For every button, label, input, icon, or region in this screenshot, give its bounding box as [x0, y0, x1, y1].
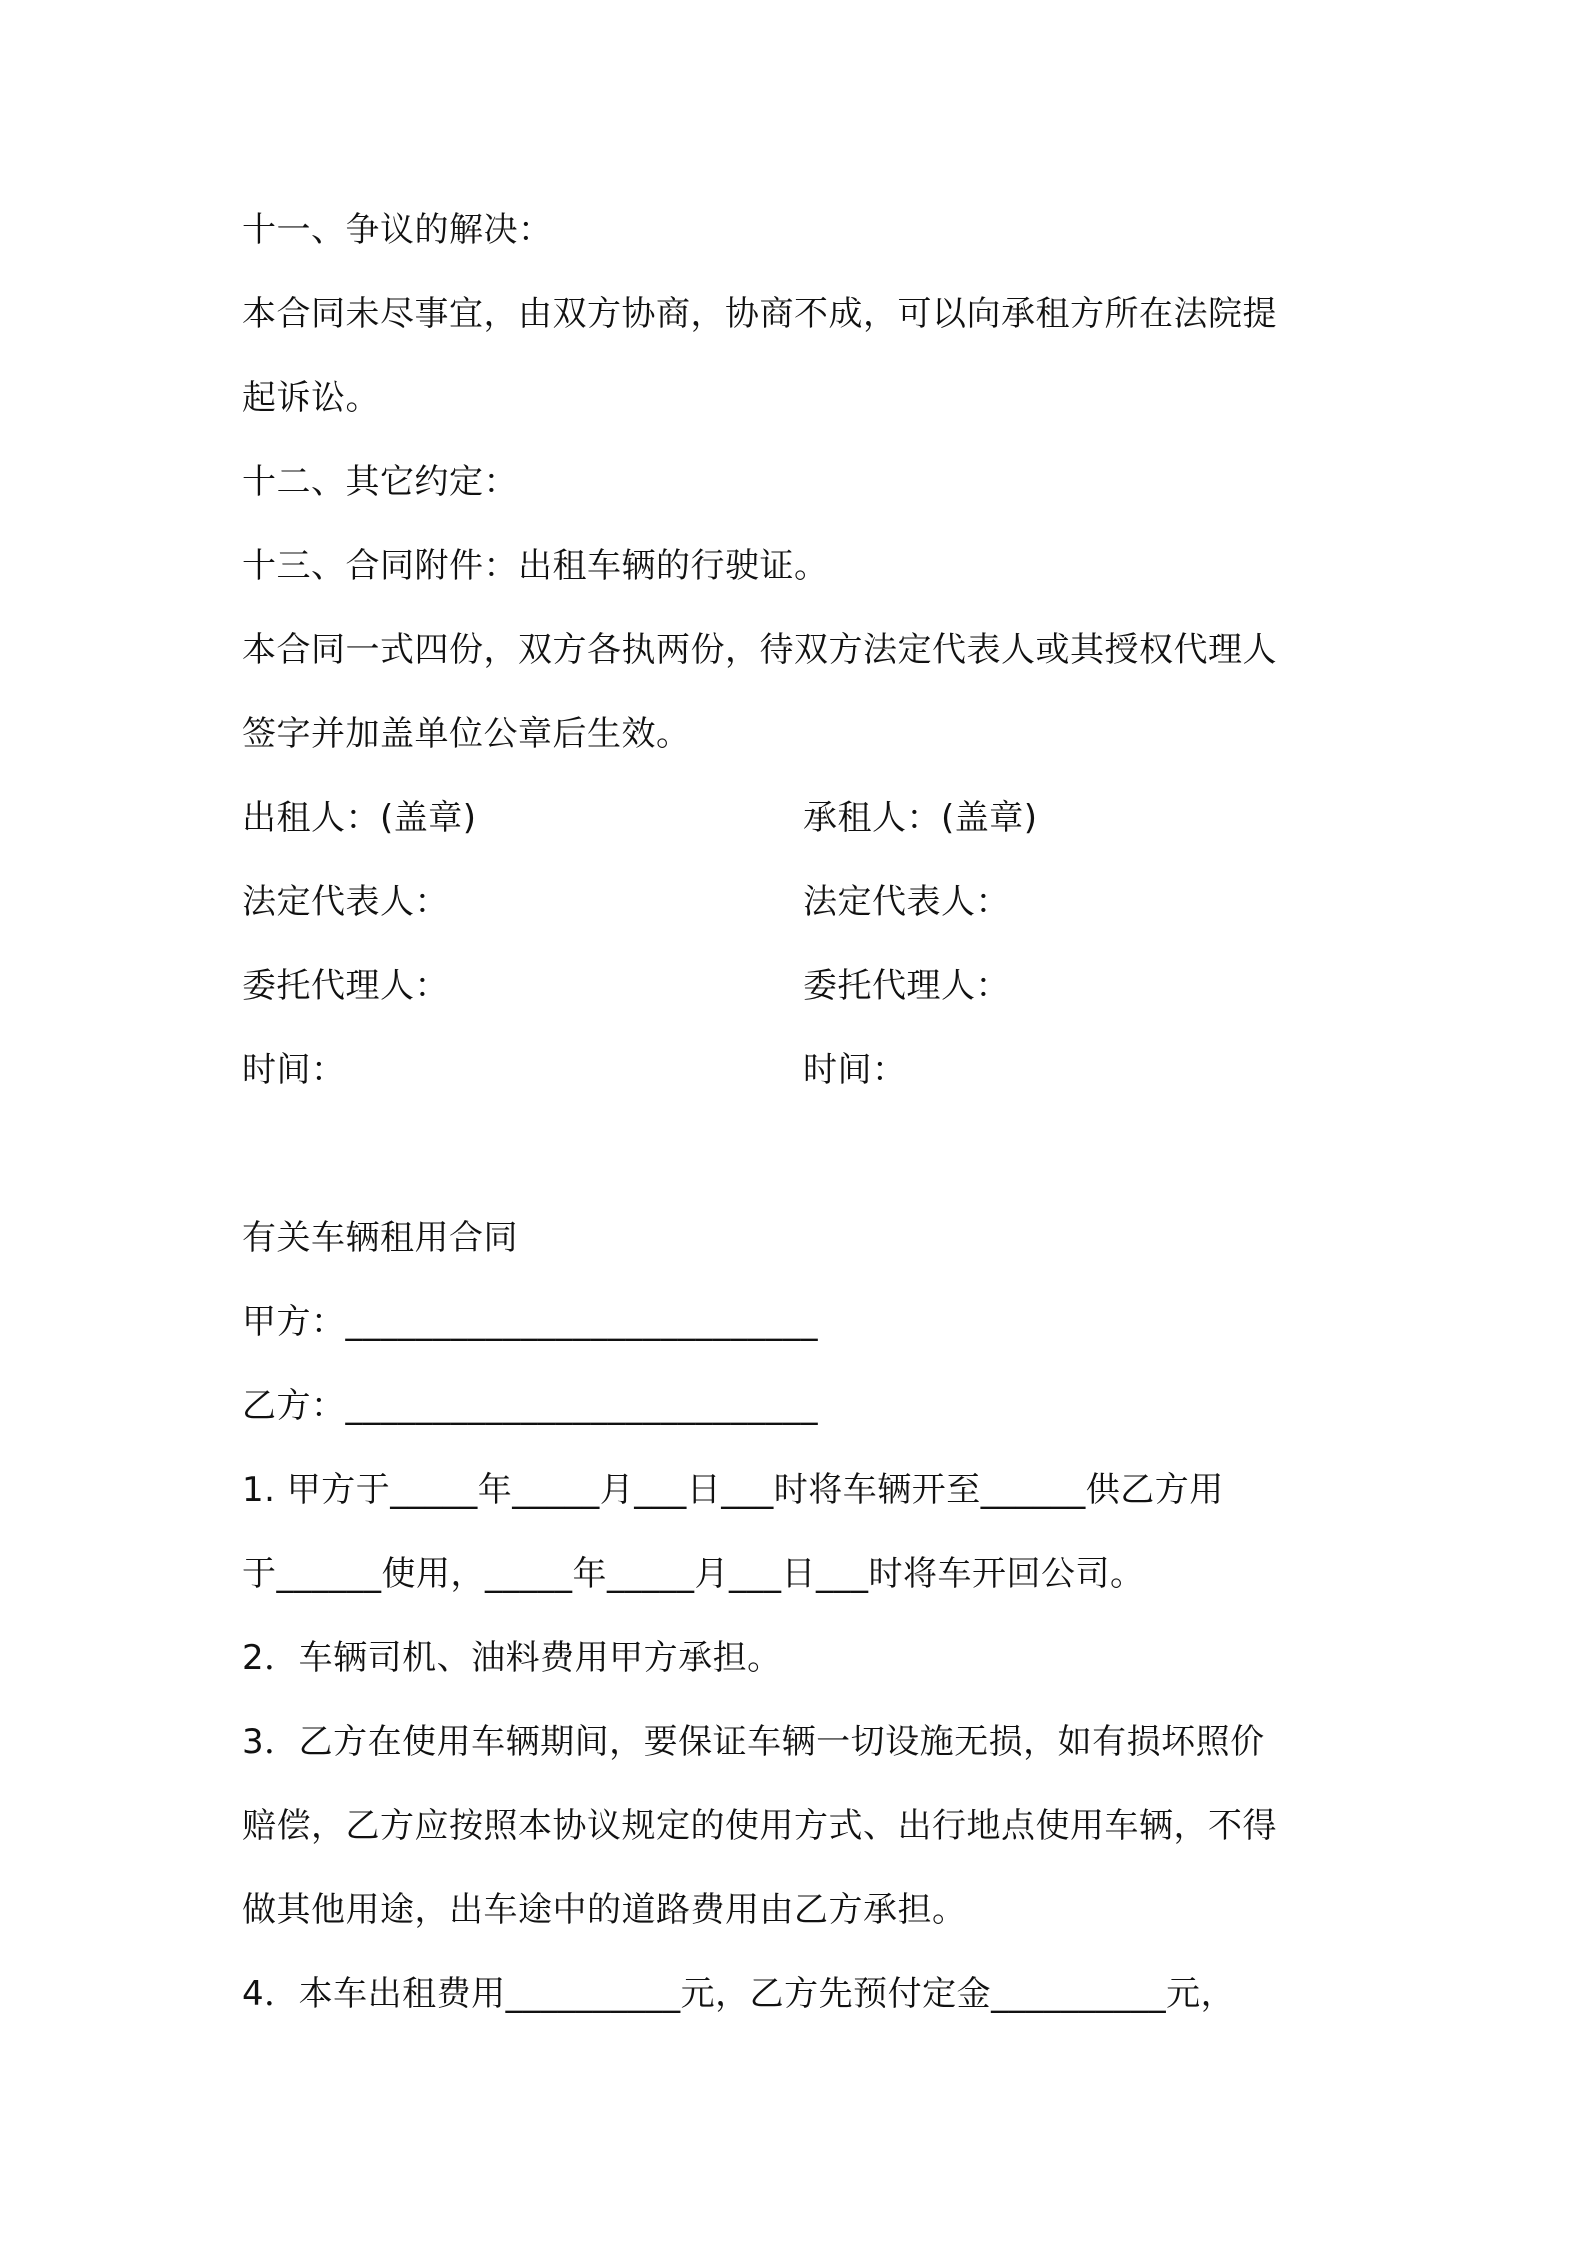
item3-line1: 3．乙方在使用车辆期间，要保证车辆一切设施无损，如有损坏照价	[242, 1722, 1265, 1762]
lessee-legal-rep: 法定代表人：	[803, 882, 1010, 922]
section-11-text-line2: 起诉讼。	[242, 378, 380, 418]
lessee-seal: 承租人：(盖章)	[803, 798, 1038, 838]
lessor-time: 时间：	[242, 1050, 346, 1090]
section-11-text-line1: 本合同未尽事宜，由双方协商，协商不成，可以向承租方所在法院提	[242, 294, 1277, 334]
item1-line1: 1. 甲方于_____年_____月___日___时将车辆开至______供乙方用	[242, 1470, 1224, 1510]
party-a-line: 甲方：___________________________	[242, 1302, 818, 1342]
lessor-legal-rep: 法定代表人：	[242, 882, 449, 922]
lessor-seal: 出租人：(盖章)	[242, 798, 477, 838]
item3-line2: 赔偿，乙方应按照本协议规定的使用方式、出行地点使用车辆，不得	[242, 1806, 1277, 1846]
section-11-heading: 十一、争议的解决：	[242, 210, 553, 250]
party-b-line: 乙方：___________________________	[242, 1386, 818, 1426]
item3-line3: 做其他用途，出车途中的道路费用由乙方承担。	[242, 1890, 967, 1930]
contract2-title: 有关车辆租用合同	[242, 1218, 518, 1258]
lessor-agent: 委托代理人：	[242, 966, 449, 1006]
lessee-time: 时间：	[803, 1050, 907, 1090]
section-13-text-line2: 签字并加盖单位公章后生效。	[242, 714, 691, 754]
section-13-heading: 十三、合同附件：出租车辆的行驶证。	[242, 546, 829, 586]
section-12-heading: 十二、其它约定：	[242, 462, 518, 502]
section-13-text-line1: 本合同一式四份，双方各执两份，待双方法定代表人或其授权代理人	[242, 630, 1277, 670]
item2: 2．车辆司机、油料费用甲方承担。	[242, 1638, 782, 1678]
item4-line1: 4．本车出租费用__________元，乙方先预付定金__________元，	[242, 1974, 1236, 2014]
item1-line2: 于______使用，_____年_____月___日___时将车开回公司。	[242, 1554, 1145, 1594]
lessee-agent: 委托代理人：	[803, 966, 1010, 1006]
